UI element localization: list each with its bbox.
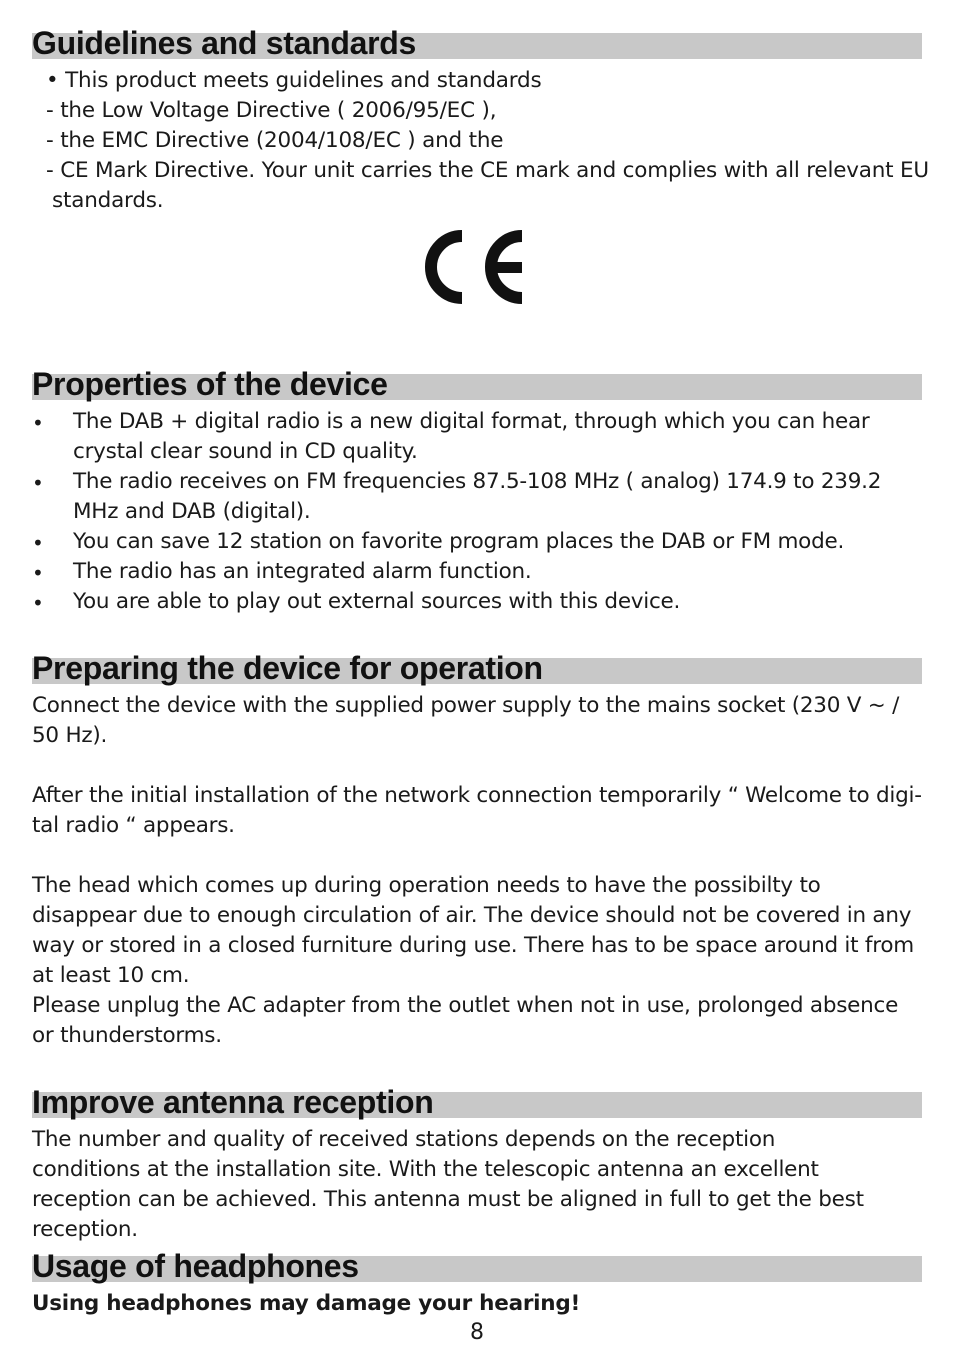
property-item: The radio receives on FM frequencies 87.5-108 MHz ( analog) 174.9 to 239.2 MHz and DAB (digital). [73, 469, 882, 524]
bullet-marker: • [32, 411, 44, 435]
property-item: You are able to play out external sources with this device. [73, 589, 681, 614]
heading-text: Preparing the device for operation [32, 650, 543, 686]
heading-text: Properties of the device [32, 366, 388, 402]
preparing-paragraph: The head which comes up during operation needs to have the possibilty to disappear due to enough circulation of air. The device should not be covered in any way or stored in a closed furniture during use. There has to be space around it from at least 10 cm. [32, 873, 914, 988]
page-number: 8 [470, 1320, 484, 1345]
ce-mark-logo [418, 226, 528, 310]
headphones-warning: Using headphones may damage your hearing! [32, 1291, 581, 1316]
section-heading-preparing [32, 650, 922, 686]
section-heading-headphones [32, 1248, 922, 1284]
guidelines-item: standards. [52, 188, 164, 213]
section-heading-guidelines [32, 25, 922, 61]
bullet-marker: • [32, 561, 44, 585]
bullet-marker: • [32, 471, 44, 495]
guidelines-item: • This product meets guidelines and standards [46, 68, 542, 93]
preparing-paragraph: Connect the device with the supplied power supply to the mains socket (230 V ~ / 50 Hz). [32, 693, 900, 748]
property-item: The DAB + digital radio is a new digital format, through which you can hear crystal clear sound in CD quality. [73, 409, 870, 464]
heading-text: Improve antenna reception [32, 1084, 434, 1120]
heading-text: Usage of headphones [32, 1248, 359, 1284]
property-item: You can save 12 station on favorite program places the DAB or FM mode. [73, 529, 845, 554]
preparing-paragraph: After the initial installation of the network connection temporarily “ Welcome to digi- tal radio “ appears. [32, 783, 922, 838]
guidelines-item: - the EMC Directive (2004/108/EC ) and the [46, 128, 504, 153]
guidelines-item: - CE Mark Directive. Your unit carries the CE mark and complies with all relevant EU [46, 158, 929, 183]
bullet-marker: • [32, 591, 44, 615]
guidelines-item: - the Low Voltage Directive ( 2006/95/EC ), [46, 98, 497, 123]
bullet-marker: • [32, 531, 44, 555]
antenna-paragraph: The number and quality of received stations depends on the reception conditions at the installation site. With the telescopic antenna an excellent reception can be achieved. This antenna must be aligned in full to get the best reception. [32, 1127, 864, 1242]
section-heading-antenna [32, 1084, 922, 1120]
heading-text: Guidelines and standards [32, 25, 417, 61]
section-heading-properties [32, 366, 922, 402]
property-item: The radio has an integrated alarm function. [73, 559, 532, 584]
preparing-paragraph: Please unplug the AC adapter from the outlet when not in use, prolonged absence or thunderstorms. [32, 993, 899, 1048]
